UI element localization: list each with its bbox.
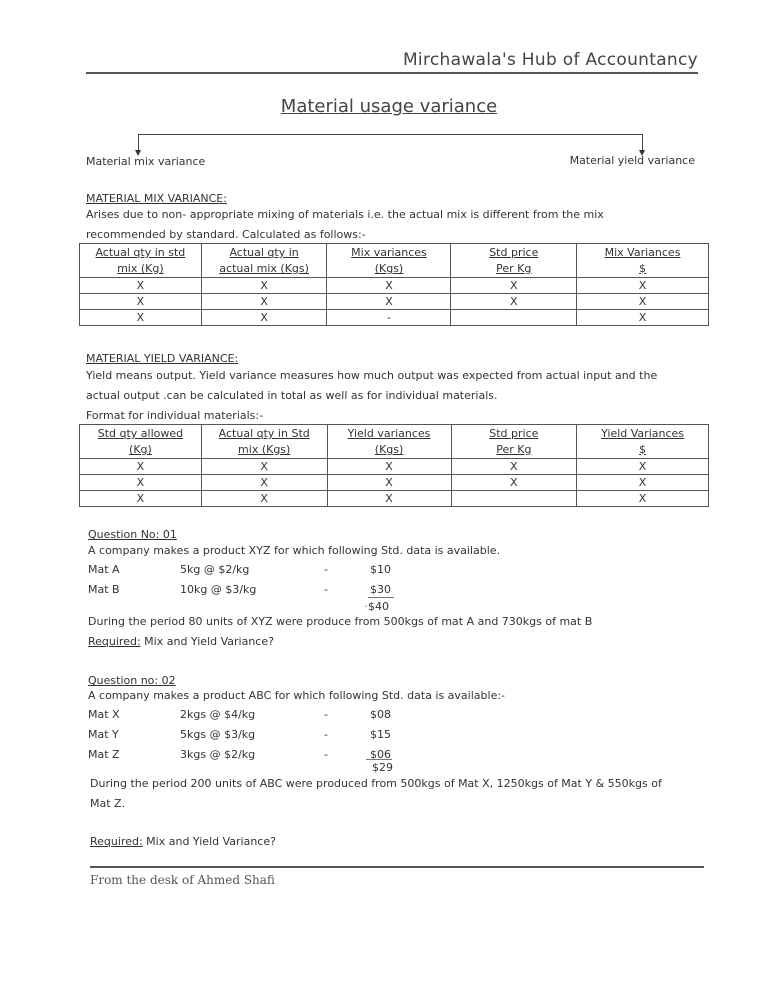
item-name: Mat B bbox=[88, 583, 120, 596]
column-header-text: Mix Variances bbox=[604, 246, 681, 259]
table-cell: X bbox=[80, 278, 202, 294]
column-header bbox=[327, 244, 451, 278]
table-cell: X bbox=[577, 278, 709, 294]
column-header-text: (Kgs) bbox=[374, 443, 404, 456]
question2-text-line1: During the period 200 units of ABC were produced from 500kgs of Mat X, 1250kgs of Mat Y & 550kgs of bbox=[90, 777, 662, 790]
question1-total-value: $40 bbox=[368, 600, 389, 613]
table-row bbox=[80, 491, 709, 507]
item-dash: - bbox=[324, 563, 328, 576]
question1-heading: Question No: 01 bbox=[88, 528, 177, 541]
column-header-text: Std price bbox=[489, 427, 539, 440]
column-header bbox=[327, 425, 451, 459]
column-header-text: $ bbox=[639, 443, 647, 456]
question1-total: · $40 bbox=[364, 600, 389, 613]
table-cell: X bbox=[327, 294, 451, 310]
item-name: Mat A bbox=[88, 563, 120, 576]
item-spec: 5kgs @ $3/kg bbox=[180, 728, 256, 741]
table-cell: X bbox=[80, 459, 202, 475]
column-header-text: mix (Kg) bbox=[117, 262, 164, 275]
table-row bbox=[80, 278, 709, 294]
table-cell: X bbox=[451, 278, 577, 294]
item-amount: $08 bbox=[370, 708, 391, 721]
table-cell: X bbox=[201, 278, 327, 294]
item-spec: 10kg @ $3/kg bbox=[180, 583, 257, 596]
table-cell: X bbox=[577, 310, 709, 326]
column-header bbox=[201, 244, 327, 278]
table-cell: X bbox=[451, 475, 577, 491]
mix-variance-label: Material mix variance bbox=[86, 155, 206, 168]
branch-connector bbox=[138, 134, 643, 135]
question2-required bbox=[90, 832, 276, 852]
required-label: Required: bbox=[88, 635, 141, 648]
column-header-text: Per Kg bbox=[496, 262, 532, 275]
column-header-text: Yield Variances bbox=[601, 427, 685, 440]
table-row bbox=[80, 310, 709, 326]
table-row bbox=[80, 294, 709, 310]
column-header-text: mix (Kgs) bbox=[238, 443, 291, 456]
table-cell: X bbox=[451, 459, 577, 475]
table-row bbox=[80, 459, 709, 475]
table-cell: X bbox=[327, 278, 451, 294]
column-header-text: Std qty allowed bbox=[97, 427, 184, 440]
column-header-text: Mix variances bbox=[351, 246, 427, 259]
table-cell: X bbox=[80, 475, 202, 491]
item-amount: $06 bbox=[370, 748, 391, 761]
item-dash: - bbox=[324, 583, 328, 596]
table-cell bbox=[451, 310, 577, 326]
header-divider bbox=[86, 72, 698, 74]
column-header bbox=[577, 425, 709, 459]
table-cell: X bbox=[327, 475, 451, 491]
item-spec: 2kgs @ $4/kg bbox=[180, 708, 256, 721]
yield-description-line2: actual output .can be calculated in total as well as for individual materials. bbox=[86, 389, 498, 402]
column-header-text: Std price bbox=[489, 246, 539, 259]
column-header bbox=[577, 244, 709, 278]
item-amount: $30 bbox=[370, 583, 391, 596]
column-header-text: Actual qty in std bbox=[95, 246, 186, 259]
item-spec: 3kgs @ $2/kg bbox=[180, 748, 256, 761]
footer-signature: From the desk of Ahmed Shafi bbox=[90, 873, 275, 887]
column-header-text: Actual qty in bbox=[229, 246, 299, 259]
table-cell bbox=[451, 491, 577, 507]
table-cell: X bbox=[201, 459, 327, 475]
question2-heading: Question no: 02 bbox=[88, 674, 176, 687]
yield-format-label: Format for individual materials:- bbox=[86, 409, 264, 422]
mix-description-line2: recommended by standard. Calculated as follows:- bbox=[86, 228, 366, 241]
item-dash: - bbox=[324, 728, 328, 741]
question2-total: $29 bbox=[372, 761, 393, 774]
table-cell: X bbox=[201, 491, 327, 507]
brand-header: Mirchawala's Hub of Accountancy bbox=[402, 50, 698, 70]
question1-required bbox=[88, 632, 274, 652]
column-header bbox=[80, 425, 202, 459]
required-text: Mix and Yield Variance? bbox=[146, 835, 276, 848]
column-header bbox=[451, 425, 577, 459]
column-header-text: Actual qty in Std bbox=[218, 427, 310, 440]
mix-description-line1: Arises due to non- appropriate mixing of materials i.e. the actual mix is different from the mix bbox=[86, 208, 604, 221]
column-header bbox=[80, 244, 202, 278]
item-spec: 5kg @ $2/kg bbox=[180, 563, 250, 576]
table-cell: X bbox=[80, 310, 202, 326]
item-dash: - bbox=[324, 748, 328, 761]
table-cell: X bbox=[201, 294, 327, 310]
table-cell: X bbox=[327, 459, 451, 475]
table-cell: X bbox=[80, 491, 202, 507]
table-header-row bbox=[80, 244, 709, 278]
item-name: Mat Z bbox=[88, 748, 120, 761]
column-header bbox=[451, 244, 577, 278]
yield-variance-table bbox=[79, 424, 709, 507]
required-text: Mix and Yield Variance? bbox=[144, 635, 274, 648]
column-header-text: Yield variances bbox=[347, 427, 431, 440]
page-title: Material usage variance bbox=[280, 96, 498, 117]
column-header-text: (Kg) bbox=[129, 443, 152, 456]
required-label: Required: bbox=[90, 835, 143, 848]
column-header-text: actual mix (Kgs) bbox=[219, 262, 309, 275]
mix-section-heading: MATERIAL MIX VARIANCE: bbox=[86, 192, 227, 205]
footer-divider bbox=[90, 866, 704, 868]
item-dash: - bbox=[324, 708, 328, 721]
table-row bbox=[80, 475, 709, 491]
total-rule bbox=[366, 759, 392, 760]
table-cell: X bbox=[80, 294, 202, 310]
table-cell: X bbox=[201, 310, 327, 326]
column-header bbox=[201, 425, 327, 459]
column-header-text: $ bbox=[639, 262, 647, 275]
question2-text-line2: Mat Z. bbox=[90, 797, 126, 810]
question2-intro: A company makes a product ABC for which following Std. data is available:- bbox=[88, 689, 506, 702]
total-rule bbox=[368, 597, 394, 598]
yield-section-heading: MATERIAL YIELD VARIANCE: bbox=[86, 352, 239, 365]
column-header-text: (Kgs) bbox=[374, 262, 404, 275]
mix-variance-table bbox=[79, 243, 709, 326]
table-cell: X bbox=[451, 294, 577, 310]
table-header-row bbox=[80, 425, 709, 459]
table-cell: - bbox=[327, 310, 451, 326]
item-name: Mat Y bbox=[88, 728, 119, 741]
item-amount: $10 bbox=[370, 563, 391, 576]
table-cell: X bbox=[327, 491, 451, 507]
yield-description-line1: Yield means output. Yield variance measures how much output was expected from actual input and the bbox=[86, 369, 658, 382]
question1-intro: A company makes a product XYZ for which following Std. data is available. bbox=[88, 544, 501, 557]
question1-text: During the period 80 units of XYZ were produce from 500kgs of mat A and 730kgs of mat B bbox=[88, 615, 593, 628]
table-cell: X bbox=[577, 459, 709, 475]
column-header-text: Per Kg bbox=[496, 443, 532, 456]
table-cell: X bbox=[577, 294, 709, 310]
table-cell: X bbox=[201, 475, 327, 491]
yield-variance-label: Material yield variance bbox=[569, 154, 695, 167]
table-cell: X bbox=[577, 475, 709, 491]
table-cell: X bbox=[577, 491, 709, 507]
item-name: Mat X bbox=[88, 708, 120, 721]
item-amount: $15 bbox=[370, 728, 391, 741]
